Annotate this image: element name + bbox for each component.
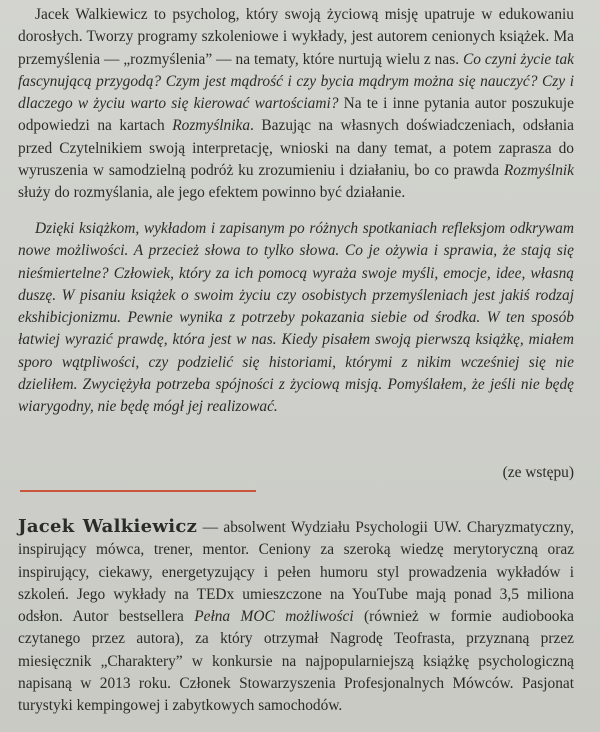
intro-paragraph [18,4,574,205]
bio-text-2: (również w formie audiobooka czytanego przez autora), za który otrzymał Nagrodę Teofrasta, przyznaną przez miesięcznik „Charaktery” w konkursie na najpopularniejszą książkę psychologiczną napisaną w 2013 roku. Członek Stowarzyszenia Profesjonalnych Mówców. Pasjonat turystyki kempingowej i zabytkowych samochodów. [18,608,574,715]
quote-source: (ze wstępu) [502,464,574,481]
intro-book-title-2: Rozmyślnik [503,162,574,180]
intro-text-1: Jacek Walkiewicz to psycholog, który swoją życiową misję upatruje w edukowaniu dorosłych. Tworzy programy szkoleniowe i wykłady, jest autorem cenionych książek. Ma przemyślenia — „rozmyślenia” — na tematy, które nurtują wielu z nas. [18,6,574,68]
author-quote: Dzięki książkom, wykładom i zapisanym po różnych spotkaniach refleksjom odkrywam nowe możliwości. A przecież słowa to tylko słowa. Co je ożywia i sprawia, że stają się nieśmiertelne? Człowiek, który za ich pomocą wyraża swoje myśli, emocje, idee, własną duszę. W pisaniu książek o swoim życiu czy osobistych przemyśleniach jest jakiś rodzaj ekshibicjonizmu. Pewnie wynika z potrzeby pokazania siebie od środka. W ten sposób łatwiej wyrazić prawdę, która jest w nas. Kiedy pisałem swoją pierwszą książkę, miałem sporo wątpliwości, czy podzielić się historiami, którymi z nikim wcześniej się nie dzieliłem. Zwyciężyła potrzeba spójności z życiową misją. Pomyślałem, że jeśli nie będę wiarygodny, nie będę mógł jej realizować. [18,220,574,416]
intro-text-3: . Bazując na własnych doświadczeniach, odsłania przed Czytelnikiem swoją interpretację, wnioski na dany temat, a potem zaprasza do wyruszenia w samodzielną podróż ku zrozumieniu i działaniu, bo co prawda [18,117,574,180]
section-divider [20,490,256,492]
intro-text-4: służy do rozmyślania, ale jego efektem powinno być działanie. [18,184,406,202]
author-bio [18,516,574,718]
bio-book-title: Pełna MOC możliwości [194,608,354,626]
author-name: Jacek Walkiewicz [18,516,198,537]
intro-book-title-1: Rozmyślnika [172,117,251,135]
bio-text-1: — absolwent Wydziału Psychologii UW. Charyzmatyczny, inspirujący mówca, trener, mentor. Ceniony za szeroką wiedzę merytoryczną oraz inspirujący, ciekawy, energetyzujący i pełen humoru styl prowadzenia wykładów i szkoleń. Jego wykłady na TEDx umieszczone na YouTube mają ponad 3,5 miliona odsłon. Autor bestsellera [18,519,574,626]
intro-questions: Co czyni życie tak fascynującą przygodą? Czym jest mądrość i czy bycia mądrym można się nauczyć? Czy i dlaczego w życiu warto się kierować wartościami? [18,50,574,113]
intro-text-2: Na te i inne pytania autor poszukuje odpowiedzi na kartach [18,95,574,135]
